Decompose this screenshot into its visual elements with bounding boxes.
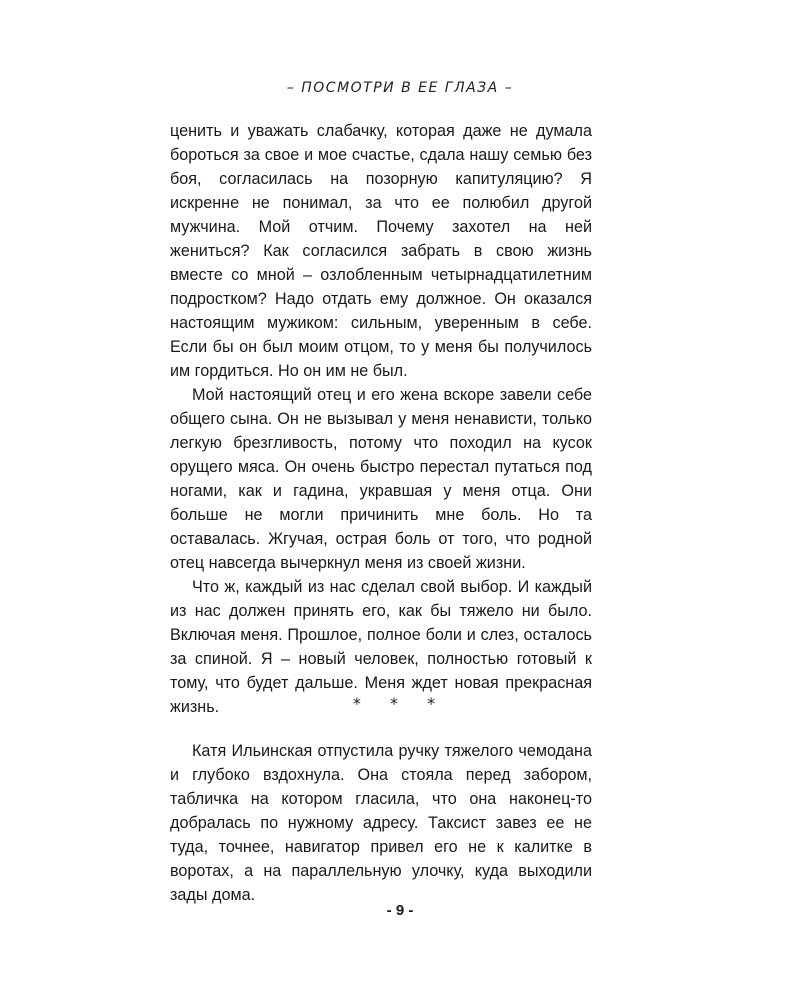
paragraph-continued: ценить и уважать слабачку, которая даже не думала бороться за свое и мое счастье, сдала нашу семью без боя, согласилась на позорную капитуляцию? Я искренне не понимал, за что ее полюбил другой мужчина. Мой отчим. Почему захотел на ней жениться? Как согласился забрать в свою жизнь вместе со мной – озлобленным четырнадцатилетним подростком? Надо отдать ему должное. Он оказался настоящим мужиком: сильным, уверенным в себе. Если бы он был моим отцом, то у меня бы получилось им гордиться. Но он им не был. xyxy=(170,122,592,380)
paragraph-new-life: Что ж, каждый из нас сделал свой выбор. И каждый из нас должен принять его, как бы тяжело ни было. Включая меня. Прошлое, полное боли и слез, осталось за спиной. Я – новый человек, полностью готовый к тому, что будет дальше. Меня ждет новая прекрасная жизнь. xyxy=(170,578,592,716)
paragraph-katya-arrival: Катя Ильинская отпустила ручку тяжелого чемодана и глубоко вздохнула. Она стояла перед забором, табличка на котором гласила, что она наконец-то добралась по нужному адресу. Таксист завез ее не туда, точнее, навигатор привел его не к калитке в воротах, а на параллельную улочку, куда выходили зады дома. xyxy=(170,742,592,904)
section-break-asterisks: * * * xyxy=(352,694,448,713)
running-head-title: – ПОСМОТРИ В ЕЕ ГЛАЗА – xyxy=(286,80,514,96)
page-number: - 9 - xyxy=(386,902,414,919)
paragraph-father-new-son: Мой настоящий отец и его жена вскоре завели себе общего сына. Он не вызывал у меня ненависти, только легкую брезгливость, потому что походил на кусок орущего мяса. Он очень быстро перестал путаться под ногами, как и гадина, укравшая у меня отца. Они больше не могли причинить мне боль. Но та оставалась. Жгучая, острая боль от того, что родной отец навсегда вычеркнул меня из своей жизни. xyxy=(170,386,592,572)
text-block-part-two xyxy=(170,739,592,907)
text-block-part-one xyxy=(170,119,592,719)
